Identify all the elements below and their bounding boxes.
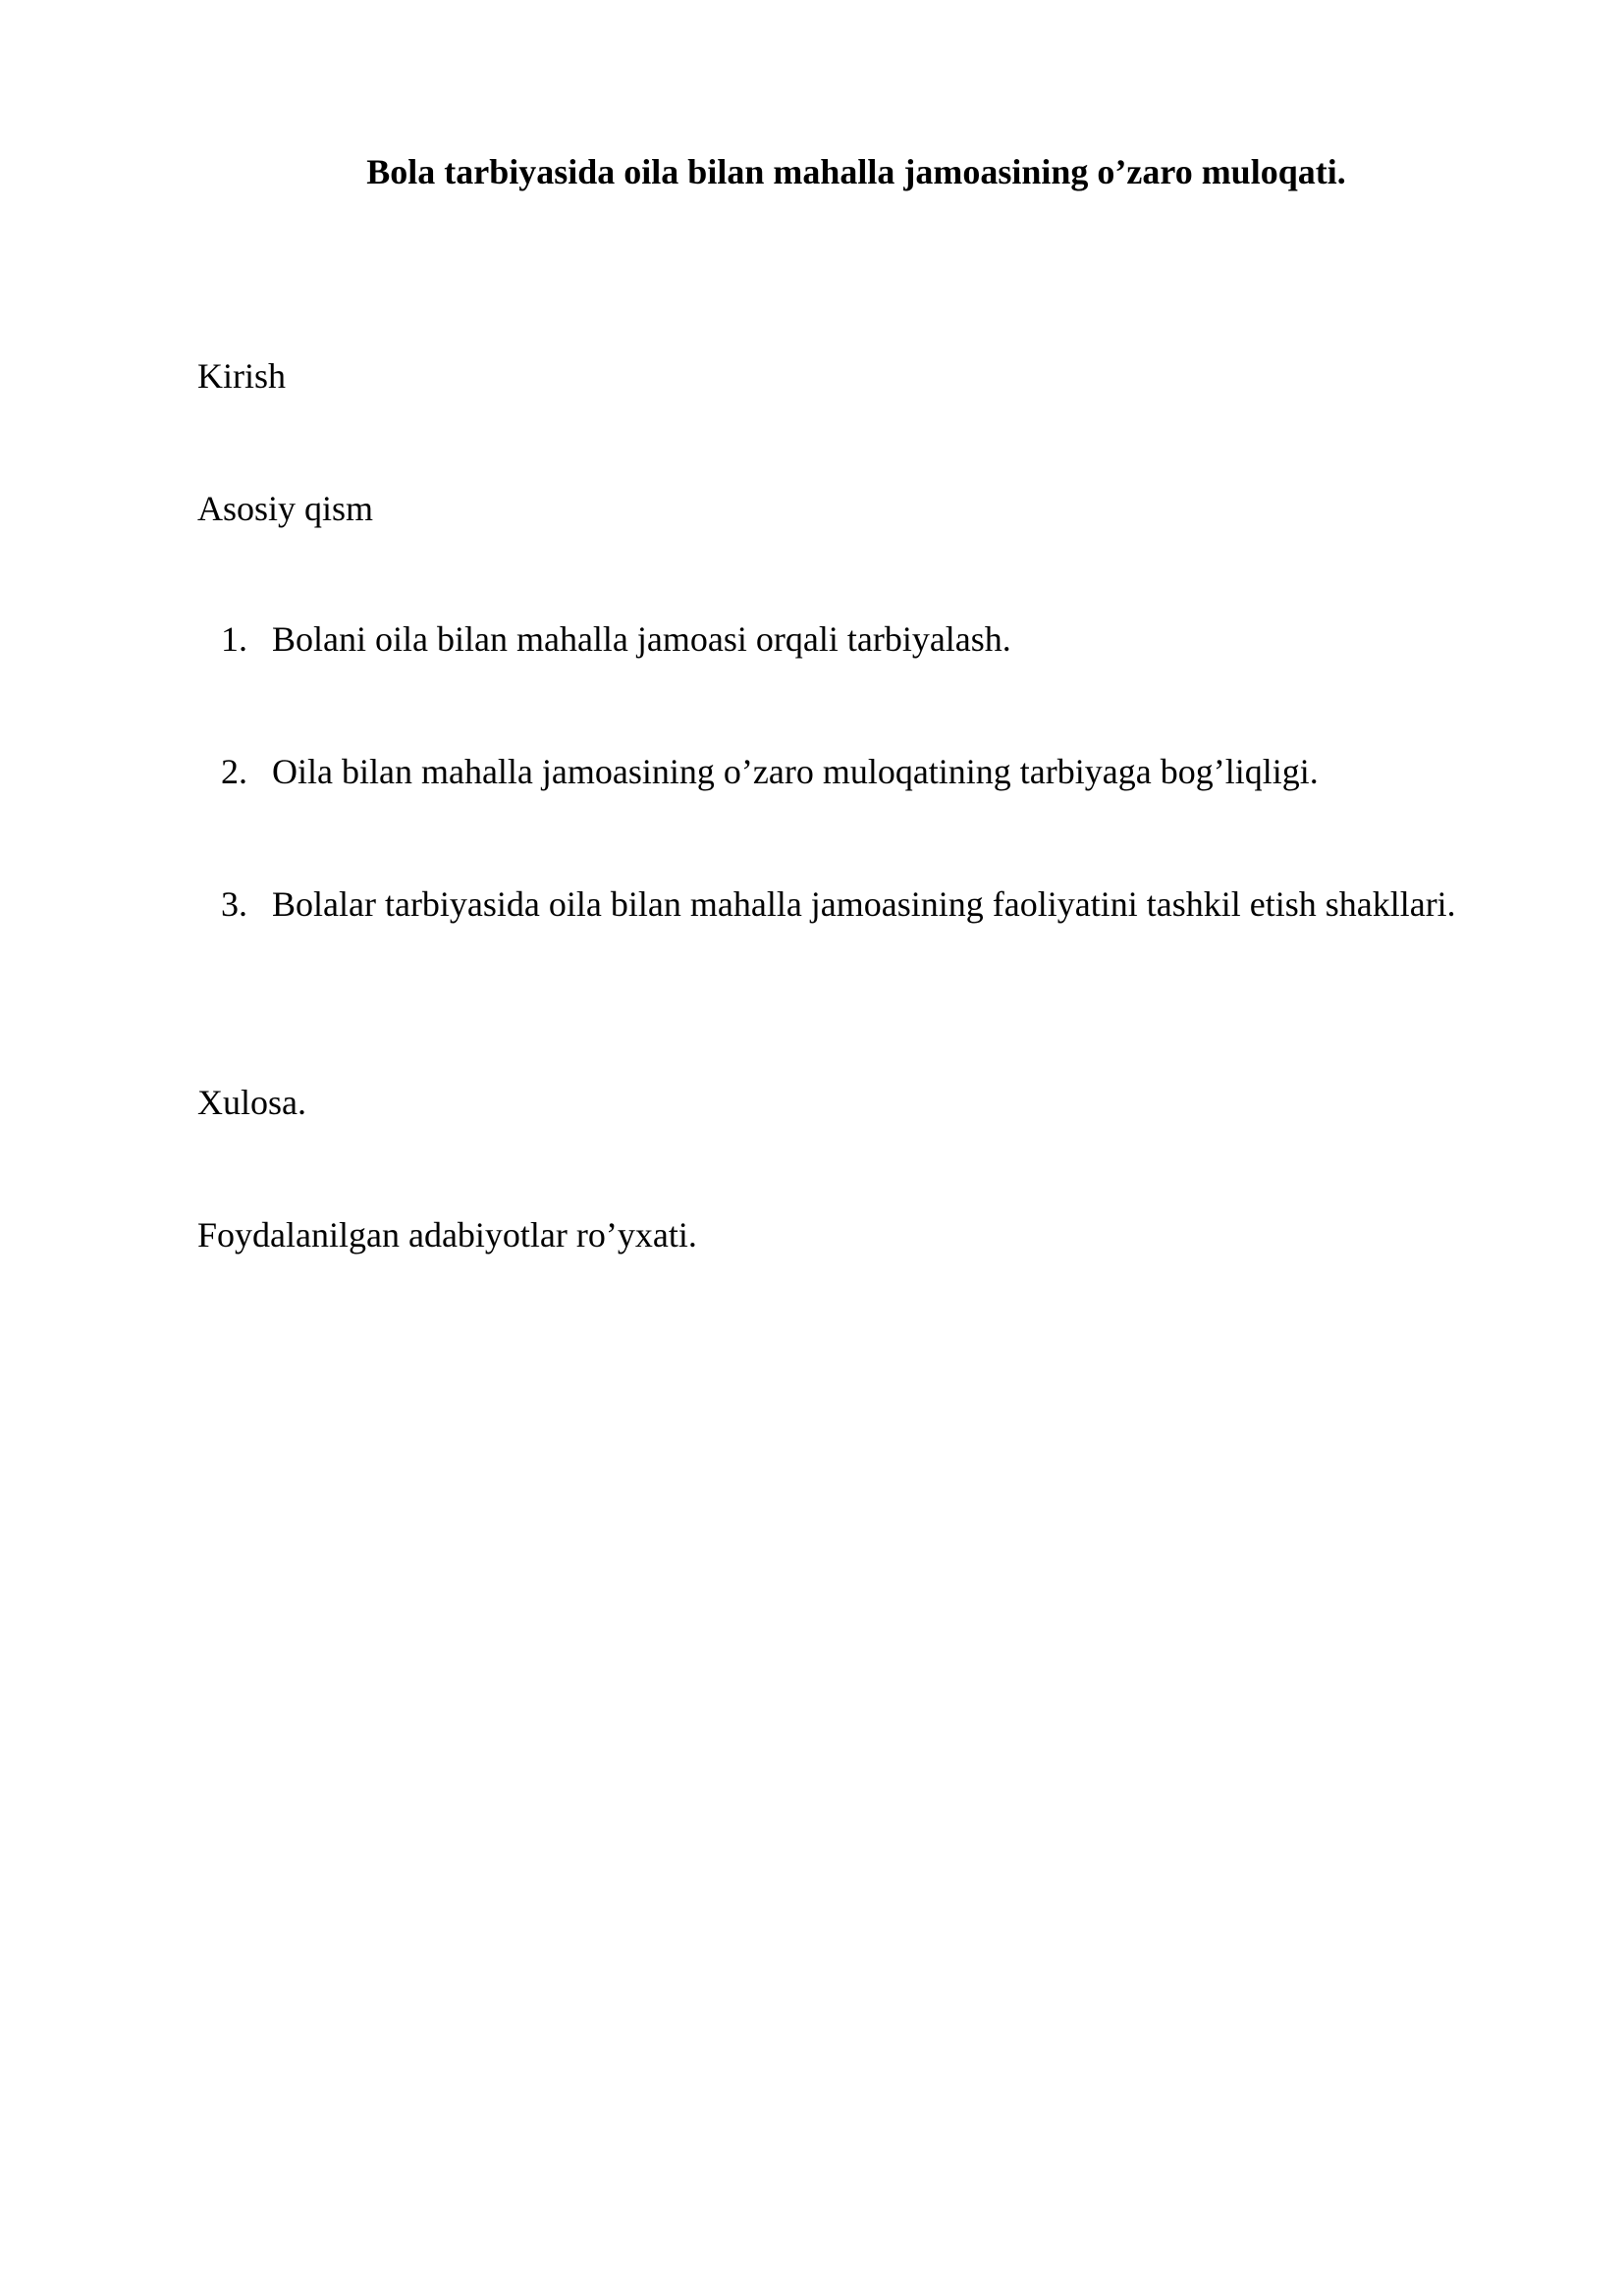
document-title: Bola tarbiyasida oila bilan mahalla jamoasining o’zaro muloqati. <box>366 152 1346 191</box>
list-item-text: Bolani oila bilan mahalla jamoasi orqali tarbiyalash. <box>272 619 1011 659</box>
list-item <box>197 606 1513 672</box>
list-item <box>197 738 1513 805</box>
list-item <box>197 871 1513 937</box>
list-item-text: Oila bilan mahalla jamoasining o’zaro muloqatining tarbiyaga bog’liqligi. <box>272 752 1319 791</box>
list-item-number: 1. <box>221 619 247 659</box>
list-item-number: 2. <box>221 752 247 791</box>
section-references: Foydalanilgan adabiyotlar ro’yxati. <box>197 1215 697 1255</box>
list-item-number: 3. <box>221 884 247 924</box>
list-item-text: Bolalar tarbiyasida oila bilan mahalla jamoasining faoliyatini tashkil etish shakllari. <box>272 884 1456 924</box>
section-intro: Kirish <box>197 356 286 396</box>
section-main: Asosiy qism <box>197 489 374 528</box>
section-conclusion: Xulosa. <box>197 1083 306 1122</box>
